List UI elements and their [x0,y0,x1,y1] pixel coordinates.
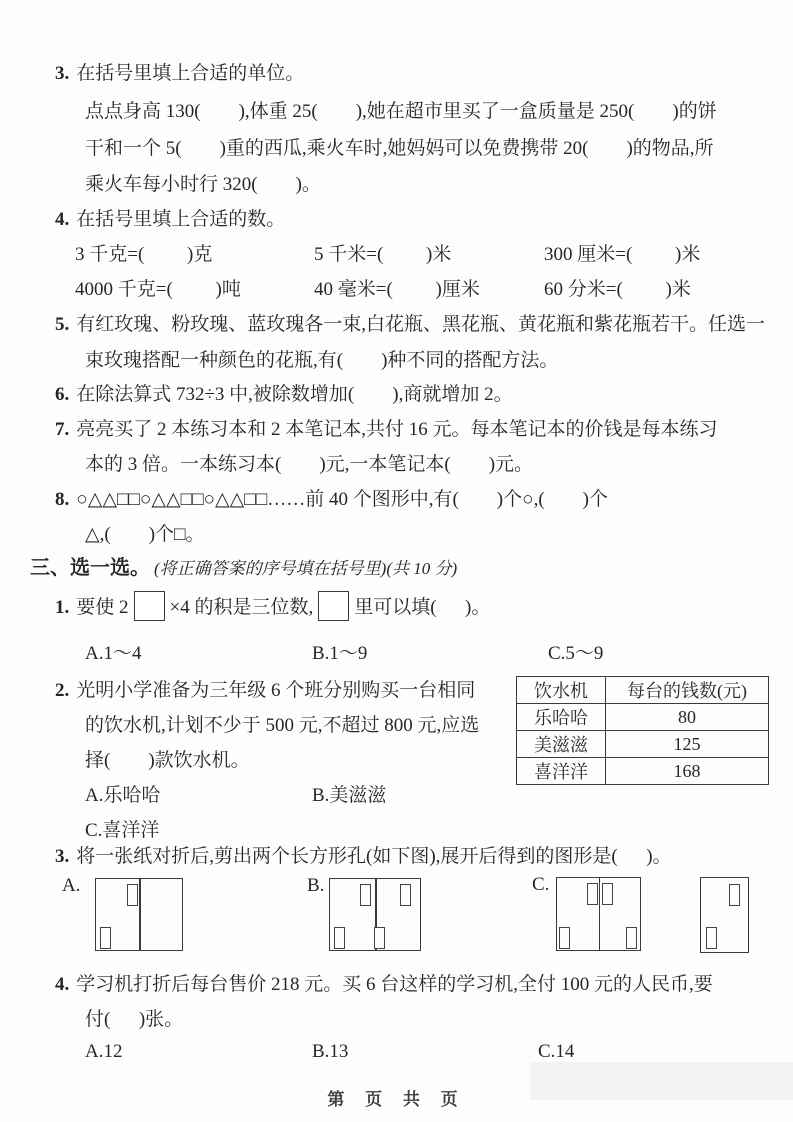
option-a: A.12 [85,1041,123,1062]
cut-hole [360,884,371,906]
question-number: 2. [55,680,70,701]
cut-hole [334,927,345,949]
question-number: 6. [55,384,70,405]
stem-text: 里可以填( )。 [354,597,491,618]
table-row [517,731,769,758]
option-c: C.5～9 [548,643,604,664]
paper-figure [700,877,749,953]
question-number: 3. [55,846,70,867]
cut-hole [100,927,111,949]
table-row [517,704,769,731]
table-cell: 168 [606,758,769,785]
table-cell: 喜洋洋 [517,758,606,785]
cut-hole [602,883,613,905]
table-cell: 美滋滋 [517,731,606,758]
paper-figure [95,878,183,951]
question-number: 3. [55,63,70,84]
question-text: 在括号里填上合适的数。 [76,209,286,230]
table-row [517,758,769,785]
option-b: B.1～9 [312,643,368,664]
question-text: 在括号里填上合适的单位。 [76,63,305,84]
choice-q4-line1 [55,971,713,998]
table-cell: 80 [606,704,769,731]
question-number: 4. [55,974,70,995]
cut-hole [374,927,385,949]
table-header-row [517,677,769,704]
fill-q4-title [55,206,285,233]
fill-q8-line2: △,( )个□。 [85,524,205,545]
fold-line [375,879,377,950]
choice-q4-line2: 付( )张。 [85,1009,184,1030]
cut-hole [626,927,637,949]
fill-q8-line1 [55,486,608,513]
question-number: 4. [55,209,70,230]
choice-q1-stem [55,591,490,621]
question-number: 7. [55,419,70,440]
fill-q7-line2: 本的 3 倍。一本练习本( )元,一本笔记本( )元。 [85,454,534,475]
stem-text: 光明小学准备为三年级 6 个班分别购买一台相同 [76,680,476,701]
section-note: (将正确答案的序号填在括号里)(共 10 分) [154,559,458,578]
cut-hole [706,927,717,949]
option-a: A.乐哈哈 [85,785,161,806]
option-c: C.喜洋洋 [85,820,160,841]
choice-q2-line3: 择( )款饮水机。 [85,750,250,771]
table-cell: 125 [606,731,769,758]
conversion-cell: 60 分米=( )米 [544,279,691,300]
question-text: 在除法算式 732÷3 中,被除数增加( ),商就增加 2。 [76,384,513,405]
fill-q5-line2: 束玫瑰搭配一种颜色的花瓶,有( )种不同的搭配方法。 [85,350,559,371]
table-header-cell: 每台的钱数(元) [606,677,769,704]
question-text: ○△△□□○△△□□○△△□□……前 40 个图形中,有( )个○,( )个 [76,489,608,510]
choice-q2-line1 [55,677,475,704]
choice-q2-line2: 的饮水机,计划不少于 500 元,不超过 800 元,应选 [85,715,480,736]
cut-hole [729,884,740,906]
choice-q3-stem [55,843,672,870]
conversion-cell: 5 千米=( )米 [314,244,452,265]
cut-hole [127,884,138,906]
paper-figure [556,877,641,951]
section-title: 三、选一选。 [30,557,150,579]
question-text: 亮亮买了 2 本练习本和 2 本笔记本,共付 16 元。每本笔记本的价钱是每本练习 [76,419,718,440]
paper-figure [329,878,421,951]
section-header [30,555,457,582]
question-number: 8. [55,489,70,510]
fold-line [599,878,601,950]
question-number: 1. [55,597,70,618]
table-cell: 乐哈哈 [517,704,606,731]
question-text: 有红玫瑰、粉玫瑰、蓝玫瑰各一束,白花瓶、黑花瓶、黄花瓶和紫花瓶若干。任选一 [76,314,766,335]
stem-text: 将一张纸对折后,剪出两个长方形孔(如下图),展开后得到的图形是( )。 [76,846,672,867]
table-header-cell: 饮水机 [517,677,606,704]
cut-hole [587,883,598,905]
fill-q3-line3: 乘火车每小时行 320( )。 [85,174,321,195]
blank-box [318,591,349,621]
fill-q3-line2: 干和一个 5( )重的西瓜,乘火车时,她妈妈可以免费携带 20( )的物品,所 [85,138,714,159]
question-number: 5. [55,314,70,335]
option-b: B.美滋滋 [312,785,387,806]
stem-text: 学习机打折后每台售价 218 元。买 6 台这样的学习机,全付 100 元的人民币,要 [76,974,713,995]
figure-label: B. [307,875,325,896]
conversion-cell: 300 厘米=( )米 [544,244,701,265]
option-a: A.1～4 [85,643,142,664]
cut-hole [559,927,570,949]
figure-label: A. [62,875,81,896]
fill-q7-line1 [55,416,718,443]
blank-box [134,591,165,621]
stem-text: 要使 2 [76,597,129,618]
fill-q3-title [55,60,304,87]
fill-q6-line1 [55,381,513,408]
figure-label: C. [532,874,550,895]
option-c: C.14 [538,1041,575,1062]
cut-hole [400,884,411,906]
conversion-cell: 3 千克=( )克 [75,244,213,265]
option-b: B.13 [312,1041,349,1062]
page-footer: 第 页 共 页 [327,1090,466,1109]
water-dispenser-price-table [516,676,769,785]
conversion-cell: 4000 千克=( )吨 [75,279,241,300]
fold-line [139,879,141,950]
fill-q3-line1: 点点身高 130( ),体重 25( ),她在超市里买了一盒质量是 250( )的饼 [85,101,717,122]
stem-text: ×4 的积是三位数, [169,597,314,618]
fill-q5-line1 [55,311,765,338]
conversion-cell: 40 毫米=( )厘米 [314,279,480,300]
